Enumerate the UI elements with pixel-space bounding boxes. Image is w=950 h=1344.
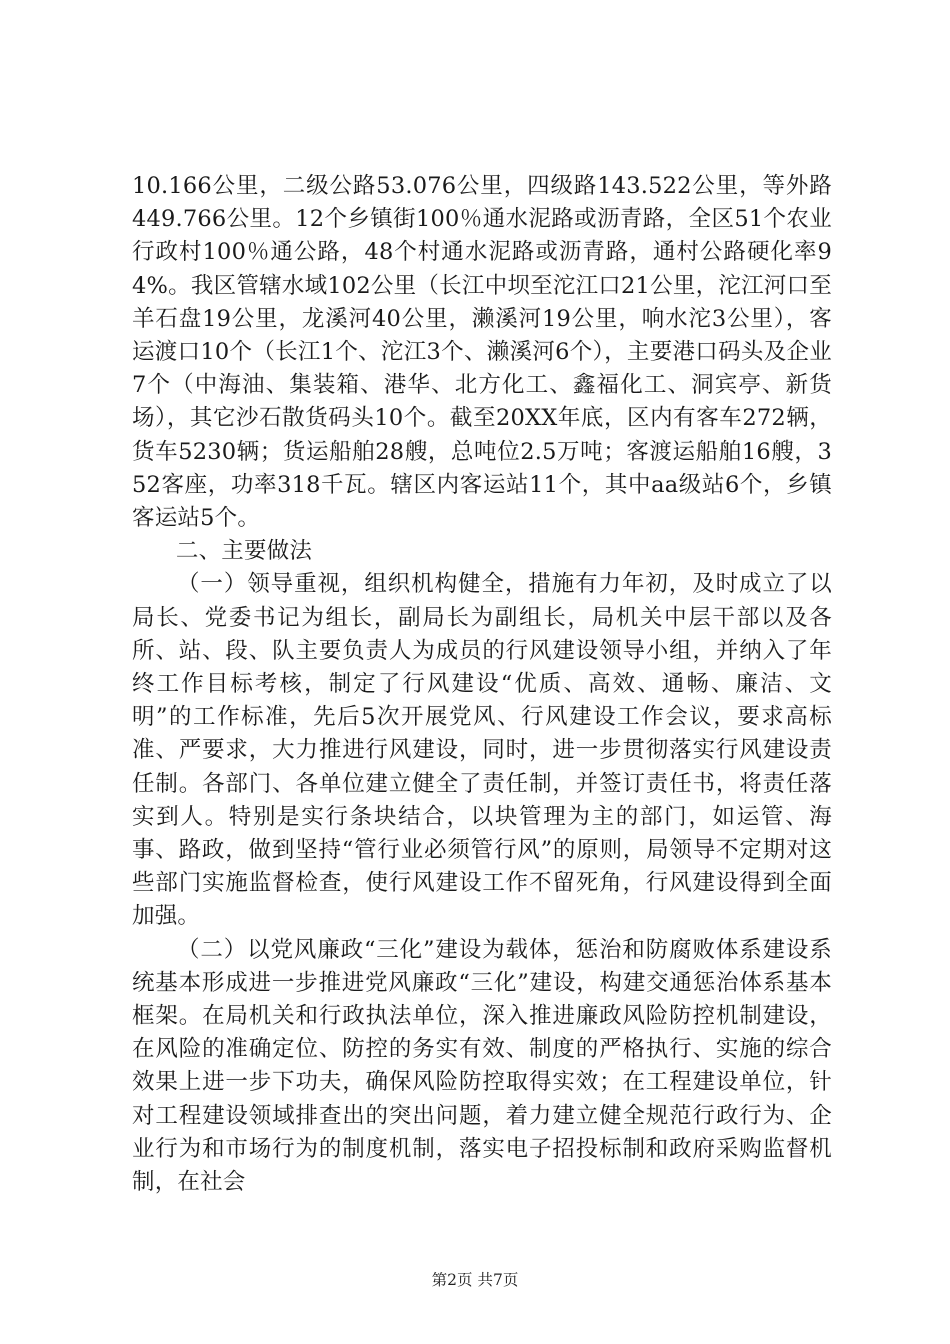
page-number-footer: 第2页 共7页 — [431, 1271, 519, 1289]
document-body — [132, 170, 832, 1199]
paragraph-leadership-organization: （一）领导重视，组织机构健全，措施有力年初，及时成立了以局长、党委书记为组长，副局长为副组长，局机关中层干部以及各所、站、段、队主要负责人为成员的行风建设领导小组，并纳入了年终工作目标考核，制定了行风建设“优质、高效、通畅、廉洁、文明”的工作标准，先后5次开展党风、行风建设工作会议，要求高标准、严要求，大力推进行风建设，同时，进一步贯彻落实行风建设责任制。各部门、各单位建立健全了责任制，并签订责任书，将责任落实到人。特别是实行条块结合，以块管理为主的部门，如运管、海事、路政，做到坚持“管行业必须管行风”的原则，局领导不定期对这些部门实施监督检查，使行风建设工作不留死角，行风建设得到全面加强。 — [132, 571, 832, 930]
paragraph-road-and-waterway-statistics: 10.166公里，二级公路53.076公里，四级路143.522公里，等外路449.766公里。12个乡镇街100％通水泥路或沥青路，全区51个农业行政村100％通公路，48个村通水泥路或沥青路，通村公路硬化率94%。我区管辖水域102公里（长江中坝至沱江口21公里，沱江河口至羊石盘19公里，龙溪河40公里，濑溪河19公里，响水沱3公里），客运渡口10个（长江1个、沱江3个、濑溪河6个），主要港口码头及企业7个（中海油、集装箱、港华、北方化工、鑫福化工、洞宾亭、新货场），其它沙石散货码头10个。截至20XX年底，区内有客车272辆，货车5230辆；货运船舶28艘，总吨位2.5万吨；客渡运船舶16艘，352客座，功率318千瓦。辖区内客运站11个，其中aa级站6个，乡镇客运站5个。 — [132, 173, 832, 532]
paragraph-anti-corruption-system: （二）以党风廉政“三化”建设为载体，惩治和防腐败体系建设系统基本形成进一步推进党风廉政“三化”建设，构建交通惩治体系基本框架。在局机关和行政执法单位，深入推进廉政风险防控机制建设，在风险的准确定位、防控的务实有效、制度的严格执行、实施的综合效果上进一步下功夫，确保风险防控取得实效；在工程建设单位，针对工程建设领域排查出的突出问题，着力建立健全规范行政行为、企业行为和市场行为的制度机制，落实电子招投标制和政府采购监督机制，在社会 — [132, 936, 832, 1196]
section-heading-main-practices: 二、主要做法 — [175, 538, 313, 565]
